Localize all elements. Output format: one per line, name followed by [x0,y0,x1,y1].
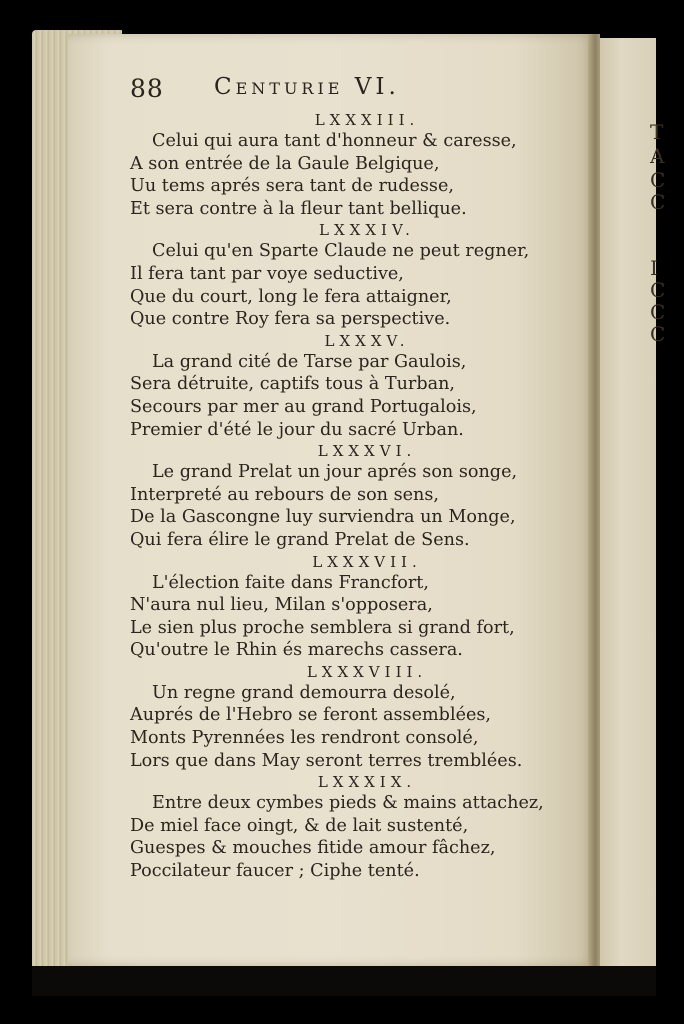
quatrain [130,552,560,662]
facing-page-letter: A [650,144,665,168]
quatrain [130,662,560,772]
quatrain [130,110,560,220]
verse-line: Le grand Prelat un jour aprés son songe, [152,462,518,483]
quatrain-numeral: LXXXVIII. [306,662,428,681]
verse-line: Qui fera élire le grand Prelat de Sens. [130,529,470,550]
verse-line: Que contre Roy fera sa perspective. [130,309,451,330]
verse-line: Que du court, long le fera attaigner, [130,286,452,307]
verse-line: Entre deux cymbes pieds & mains attachez, [152,793,544,814]
quatrain-numeral: LXXXV. [324,331,410,350]
facing-page-letter: C [650,300,666,324]
verse-line: Uu tems aprés sera tant de rudesse, [130,176,454,197]
facing-page [598,38,656,966]
verse-line: Auprés de l'Hebro se feront assemblées, [130,705,492,726]
facing-page-letter: C [650,190,666,214]
verse-line: Et sera contre à la fleur tant bellique. [130,198,467,219]
verse-line: Qu'outre le Rhin és marechs cassera. [130,640,463,661]
verse-line: N'aura nul lieu, Milan s'opposera, [130,595,433,616]
verse-line: Celui qu'en Sparte Claude ne peut regner, [152,241,530,262]
facing-page-letter: C [650,278,666,302]
facing-page-letter: I [650,256,658,280]
quatrain [130,441,560,551]
quatrain [130,772,560,882]
quatrain-numeral: LXXXIX. [317,773,417,792]
verse-line: Il fera tant par voye seductive, [130,263,404,284]
verse-line: Sera détruite, captifs tous à Turban, [130,374,456,395]
quatrain-numeral: LXXXVI. [317,442,417,461]
verse-line: Secours par mer au grand Portugalois, [130,396,477,417]
verse-line: A son entrée de la Gaule Belgique, [130,153,440,174]
verse-line: Poccilateur faucer ; Ciphe tenté. [130,861,420,882]
quatrain-numeral: LXXXIII. [314,111,420,129]
quatrain-numeral: LXXXVII. [312,552,422,571]
verse-line: Premier d'été le jour du sacré Urban. [130,419,464,440]
verse-line: Guespes & mouches fitide amour fâchez, [130,838,496,859]
verse-line: Celui qui aura tant d'honneur & caresse, [152,131,517,151]
verse-line: La grand cité de Tarse par Gaulois, [152,351,467,372]
verse-line: Monts Pyrennées les rendront consolé, [130,728,479,749]
running-title: Centurie VI. [214,74,400,100]
page-header [130,74,530,108]
verse-line: Un regne grand demourra desolé, [152,682,456,703]
quatrain [130,331,560,441]
facing-page-letter: T [650,120,664,144]
verse-line: De miel face oingt, & de lait sustenté, [130,815,469,836]
facing-page-letter: C [650,322,666,346]
bottom-shadow [32,966,656,996]
verse-line: L'élection faite dans Francfort, [152,572,429,593]
quatrain [130,220,560,330]
quatrain-numeral: LXXXIV. [319,221,415,240]
verse-line: De la Gascongne luy surviendra un Monge, [130,507,516,528]
quatrain-list [130,110,560,883]
page-number: 88 [130,74,164,103]
book-gutter [588,34,600,966]
verse-line: Lors que dans May seront terres tremblées. [130,750,523,771]
verse-line: Interpreté au rebours de son sens, [130,484,439,505]
verse-line: Le sien plus proche semblera si grand fort, [130,617,515,638]
facing-page-letter: C [650,168,666,192]
